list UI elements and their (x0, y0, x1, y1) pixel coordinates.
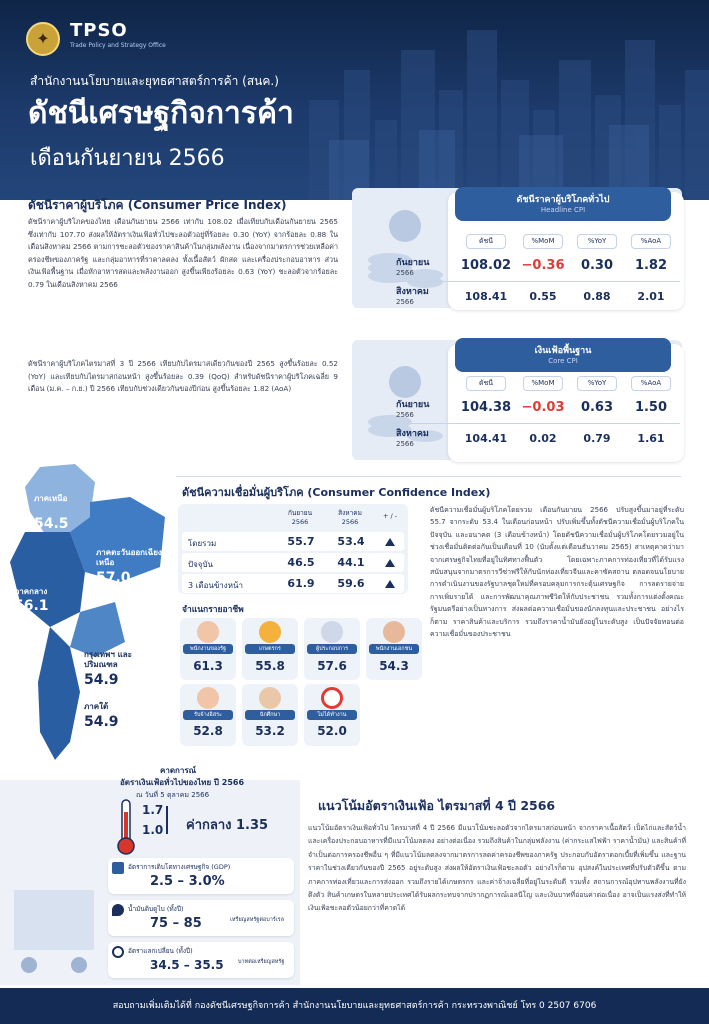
core-cpi-title: เงินเฟ้อพื้นฐาน (534, 346, 592, 356)
column-header-mom: %MoM (523, 376, 563, 391)
occupation-label: ผู้ประกอบการ (307, 644, 357, 654)
column-header-index: ดัชนี (466, 376, 506, 391)
column-header-yoy: %YoY (577, 376, 617, 391)
occupation-label: นักศึกษา (245, 710, 295, 720)
column-header-yoy: %YoY (577, 234, 617, 249)
core-sep-mom: −0.03 (521, 400, 565, 415)
forecast-high: 1.7 (142, 803, 164, 817)
shopping-cart-illustration (4, 860, 104, 985)
cci-overall-aug: 53.4 (337, 535, 365, 548)
forecast-low: 1.0 (142, 823, 164, 837)
occupation-label: ไม่ได้ทำงาน (307, 710, 357, 720)
headline-aug-mom: 0.55 (529, 290, 557, 303)
region-value-south: 54.9 (84, 714, 119, 730)
core-sep-index: 104.38 (460, 400, 512, 415)
headline-sep-aoa: 1.82 (634, 258, 668, 273)
private-employee-icon (383, 621, 405, 643)
occupation-label: เกษตรกร (245, 644, 295, 654)
occupation-value: 52.0 (317, 724, 347, 738)
cci-current-aug: 44.1 (337, 556, 365, 569)
headline-row-label-aug: สิงหาคม 2566 (396, 287, 429, 306)
cci-row-label: โดยรวม (188, 539, 217, 548)
column-header-aoa: %AoA (631, 234, 671, 249)
region-label-bangkok: กรุงเทพฯ และปริมณฑล (84, 650, 132, 669)
cpi-section-title: ดัชนีราคาผู้บริโภค (Consumer Price Index) (28, 198, 287, 212)
cpi-paragraph-2: ดัชนีราคาผู้บริโภคไตรมาสที่ 3 ปี 2566 เทียบกับไตรมาสเดียวกันของปี 2565 สูงขึ้นร้อยละ 0.52 (YoY) และเทียบกับไตรมาสก่อนหน้า สูงขึ้นร้อยละ 0.39 (QoQ) สำหรับดัชนีราคาผู้บริโภคเฉลี่ย 9 เดือน (ม.ค. – ก.ย.) ปี 2566 เทียบกับช่วงเดียวกันของปีก่อน สูงขึ้นร้อยละ 1.82 (AoA) (28, 359, 338, 394)
gdp-label: อัตราการเติบโตทางเศรษฐกิจ (GDP) (128, 863, 231, 871)
region-value-central: 56.1 (14, 598, 49, 614)
occupation-value: 55.8 (255, 659, 285, 673)
oil-value: 75 – 85 (150, 916, 202, 931)
occupation-value: 52.8 (193, 724, 223, 738)
occupation-value: 57.6 (317, 659, 347, 673)
cci-section-title: ดัชนีความเชื่อมั่นผู้บริโภค (Consumer Confidence Index) (182, 486, 491, 499)
core-cpi-subtitle: Core CPI (548, 357, 578, 365)
occupation-label: พนักงานของรัฐ (183, 644, 233, 654)
up-arrow-icon (385, 559, 395, 567)
headline-cpi-header (455, 187, 671, 221)
headline-sep-index: 108.02 (460, 258, 512, 273)
trend-title: แนวโน้มอัตราเงินเฟ้อ ไตรมาสที่ 4 ปี 2566 (318, 798, 556, 813)
trend-paragraph: แนวโน้มอัตราเงินเฟ้อทั่วไป ไตรมาสที่ 4 ปี 2566 มีแนวโน้มชะลอตัวจากไตรมาสก่อนหน้า จากราคาเนื้อสัตว์ เป็ดไก่และสัตว์น้ำ และเครื่องประกอบอาหารที่มีแนวโน้มลดลง อย่างต่อเนื่อง รวมถึงสินค้าในกลุ่มพลังงาน (ค่ากระแสไฟฟ้า ราคาน้ำมัน) และสินค้าที่จำเป็นต่อการครองชีพอื่น ๆ ที่มีแนวโน้มลดลงจากมาตรการลดค่าครองชีพของภาครัฐ ประกอบกับอัตราดอกเบี้ยที่เพิ่มขึ้น และฐานราคาในช่วงเดียวกันของปี 2565 อยู่ระดับสูง ส่งผลให้อัตราเงินเฟ้อชะลอตัว อย่างไรก็ตาม อุปสงค์ในประเทศที่ปรับตัวดีขึ้น ตามภาคการท่องเที่ยวและการส่งออก รวมถึงรายได้เกษตรกร และค่าจ้างเฉลี่ยที่อยู่ในระดับดี รวมทั้ง สถานการณ์อุปทานพลังงานที่ยังตึงตัว สินค้าเกษตรในหลายประเทศได้รับผลกระทบจากปรากฏการณ์เอลนีโญ และเงินบาทที่อ่อนค่าต่อเนื่อง อาจเป็นแรงส่งที่ทำให้เงินเฟ้อชะลอตัวน้อยกว่าที่คาดได้ (308, 824, 686, 913)
fx-unit: บาทต่อเหรียญสหรัฐ (238, 959, 285, 965)
row-divider (392, 281, 680, 282)
region-label-south: ภาคใต้ (84, 702, 109, 711)
region-label-central: ภาคกลาง (14, 587, 48, 596)
forecast-title: อัตราเงินเฟ้อทั่วไปของไทย ปี 2566 (120, 778, 245, 787)
city-skyline-illustration (289, 10, 709, 200)
column-header-index: ดัชนี (466, 234, 506, 249)
column-header-mom: %MoM (523, 234, 563, 249)
region-label-north: ภาคเหนือ (34, 494, 68, 503)
forecast-title-prefix: คาดการณ์ (160, 766, 197, 775)
growth-chart-icon (112, 862, 124, 874)
student-icon (259, 687, 281, 709)
region-value-north: 54.5 (34, 516, 69, 532)
freelancer-icon (197, 687, 219, 709)
occupation-value: 53.2 (255, 724, 285, 738)
forecast-midpoint: ค่ากลาง 1.35 (186, 818, 269, 833)
occupation-value: 61.3 (193, 659, 223, 673)
headline-sep-yoy: 0.30 (580, 258, 614, 273)
oil-drop-icon (112, 904, 124, 916)
core-sep-aoa: 1.50 (634, 400, 668, 415)
up-arrow-icon (385, 538, 395, 546)
government-employee-icon (197, 621, 219, 643)
occupation-label: รับจ้างอิสระ (183, 710, 233, 720)
oil-label: น้ำมันดิบดูไบ (ทั้งปี) (128, 905, 184, 913)
cpi-paragraph-1: ดัชนีราคาผู้บริโภคของไทย เดือนกันยายน 2566 เท่ากับ 108.02 เมื่อเทียบกับเดือนกันยายน 2565 ซึ่งเท่ากับ 107.70 ส่งผลให้อัตราเงินเฟ้อทั่วไปชะลอตัวอยู่ที่ร้อยละ 0.30 (YoY) จากร้อยละ 0.88 ในเดือนสิงหาคม 2566 ตามการชะลอตัวของราคาสินค้าในกลุ่มพลังงาน เนื่องจากมาตรการช่วยเหลือค่าครองชีพของภาครัฐ และกลุ่มอาหารที่ราคาลดลง ทั้งเนื้อสัตว์ ผักสด และเครื่องประกอบอาหาร ส่วนเงินเฟ้อพื้นฐาน เมื่อหักอาหารสดและพลังงานออก สูงขึ้นเพียงร้อยละ 0.63 (YoY) ชะลอตัวจากร้อยละ 0.79 ในเดือนสิงหาคม 2566 (28, 217, 338, 289)
core-aug-mom: 0.02 (529, 432, 557, 445)
oil-unit: เหรียญสหรัฐต่อบาร์เรล (230, 917, 284, 923)
headline-aug-aoa: 2.01 (637, 290, 665, 303)
cci-row-label: ปัจจุบัน (188, 560, 213, 569)
cci-overall-sep: 55.7 (287, 535, 315, 548)
headline-row-label-sep: กันยายน 2566 (396, 258, 430, 277)
footer-contact: สอบถามเพิ่มเติมได้ที่ กองดัชนีเศรษฐกิจการค้า สำนักงานนโยบายและยุทธศาสตร์การค้า กระทรวงพาณิชย์ โทร 0 2507 6706 (0, 988, 709, 1024)
headline-cpi-title: ดัชนีราคาผู้บริโภคทั่วไป (516, 195, 610, 205)
organization-name: สำนักงานนโยบายและยุทธศาสตร์การค้า (สนค.) (30, 74, 279, 88)
tpso-logo: TPSO (70, 20, 128, 41)
core-sep-yoy: 0.63 (580, 400, 614, 415)
occupation-label: พนักงานเอกชน (369, 644, 419, 654)
core-row-label-sep: กันยายน 2566 (396, 400, 430, 419)
cci-col-sep: กันยายน 2566 (287, 509, 313, 526)
up-arrow-icon (385, 580, 395, 588)
column-header-aoa: %AoA (631, 376, 671, 391)
core-cpi-header (455, 338, 671, 372)
headline-cpi-subtitle: Headline CPI (540, 206, 586, 214)
farmer-icon (259, 621, 281, 643)
core-aug-index: 104.41 (464, 432, 508, 445)
region-value-bangkok: 54.9 (84, 672, 119, 688)
headline-aug-yoy: 0.88 (583, 290, 611, 303)
tpso-logo-subtitle: Trade Policy and Strategy Office (70, 42, 166, 49)
currency-exchange-icon (112, 946, 124, 958)
occupation-title: จำแนกรายอาชีพ (182, 605, 244, 615)
region-value-northeast: 57.0 (96, 570, 131, 586)
cci-future-aug: 59.6 (337, 577, 365, 590)
header-banner (0, 0, 709, 200)
occupation-value: 54.3 (379, 659, 409, 673)
headline-sep-mom: −0.36 (521, 258, 565, 273)
fx-label: อัตราแลกเปลี่ยน (ทั้งปี) (128, 947, 193, 955)
cci-paragraph: ดัชนีความเชื่อมั่นผู้บริโภคโดยรวม เดือนกันยายน 2566 ปรับสูงขึ้นมาอยู่ที่ระดับ 55.7 จากระดับ 53.4 ในเดือนก่อนหน้า ปรับเพิ่มขึ้นทั้งดัชนีความเชื่อมั่นผู้บริโภคในปัจจุบัน และอนาคต (3 เดือนข้างหน้า) โดยดัชนีความเชื่อมั่นผู้บริโภคโดยรวมอยู่ในช่วงเชื่อมั่นติดต่อกันเป็นเดือนที่ 10 (นับตั้งแต่เดือนธันวาคม 2565) สาเหตุคาดว่ามาจากเศรษฐกิจไทยที่อยู่ในทิศทางฟื้นตัว โดยเฉพาะภาคการท่องเที่ยวที่ได้รับแรงสนับสนุนจากมาตรการวีซ่าฟรีให้กับนักท่องเที่ยวจีนและคาซัคสถาน ตลอดจนนโยบายการดำเนินงานของรัฐบาลชุดใหม่ที่ครอบคลุมการกระตุ้นเศรษฐกิจ การลดรายจ่าย การเพิ่มรายได้ และการพัฒนาคุณภาพชีวิตให้กับประชาชน รวมทั้งการแต่งตั้งคณะรัฐมนตรีอย่างเป็นทางการ ส่งผลต่อความเชื่อมั่นของนักลงทุนและประชาชน อย่างไรก็ตาม ราคาสินค้าและบริการ รวมถึงราคาน้ำมันยังอยู่ในระดับสูง เป็นปัจจัยทอนต่อความเชื่อมั่นของประชาชน (430, 506, 684, 639)
unemployed-prohibited-icon (321, 687, 343, 709)
core-aug-aoa: 1.61 (637, 432, 665, 445)
cci-col-change: + / - (383, 512, 398, 520)
section-divider (176, 476, 681, 477)
core-aug-yoy: 0.79 (583, 432, 611, 445)
core-row-label-aug: สิงหาคม 2566 (396, 429, 429, 448)
page-subtitle: เดือนกันยายน 2566 (30, 146, 225, 171)
cci-future-sep: 61.9 (287, 577, 315, 590)
range-bracket (166, 806, 168, 834)
gdp-value: 2.5 – 3.0% (150, 874, 225, 889)
headline-aug-index: 108.41 (464, 290, 508, 303)
ministry-emblem-icon: ✦ (26, 22, 60, 56)
cci-current-sep: 46.5 (287, 556, 315, 569)
page-title: ดัชนีเศรษฐกิจการค้า (28, 96, 294, 131)
region-label-northeast: ภาคตะวันออกเฉียงเหนือ (96, 548, 162, 567)
forecast-date: ณ วันที่ 5 ตุลาคม 2566 (136, 791, 210, 799)
business-owner-icon (321, 621, 343, 643)
row-divider (392, 423, 680, 424)
cci-col-aug: สิงหาคม 2566 (338, 509, 362, 526)
thermometer-icon (112, 798, 140, 858)
fx-value: 34.5 – 35.5 (150, 958, 224, 972)
cci-row-label: 3 เดือนข้างหน้า (188, 581, 243, 590)
